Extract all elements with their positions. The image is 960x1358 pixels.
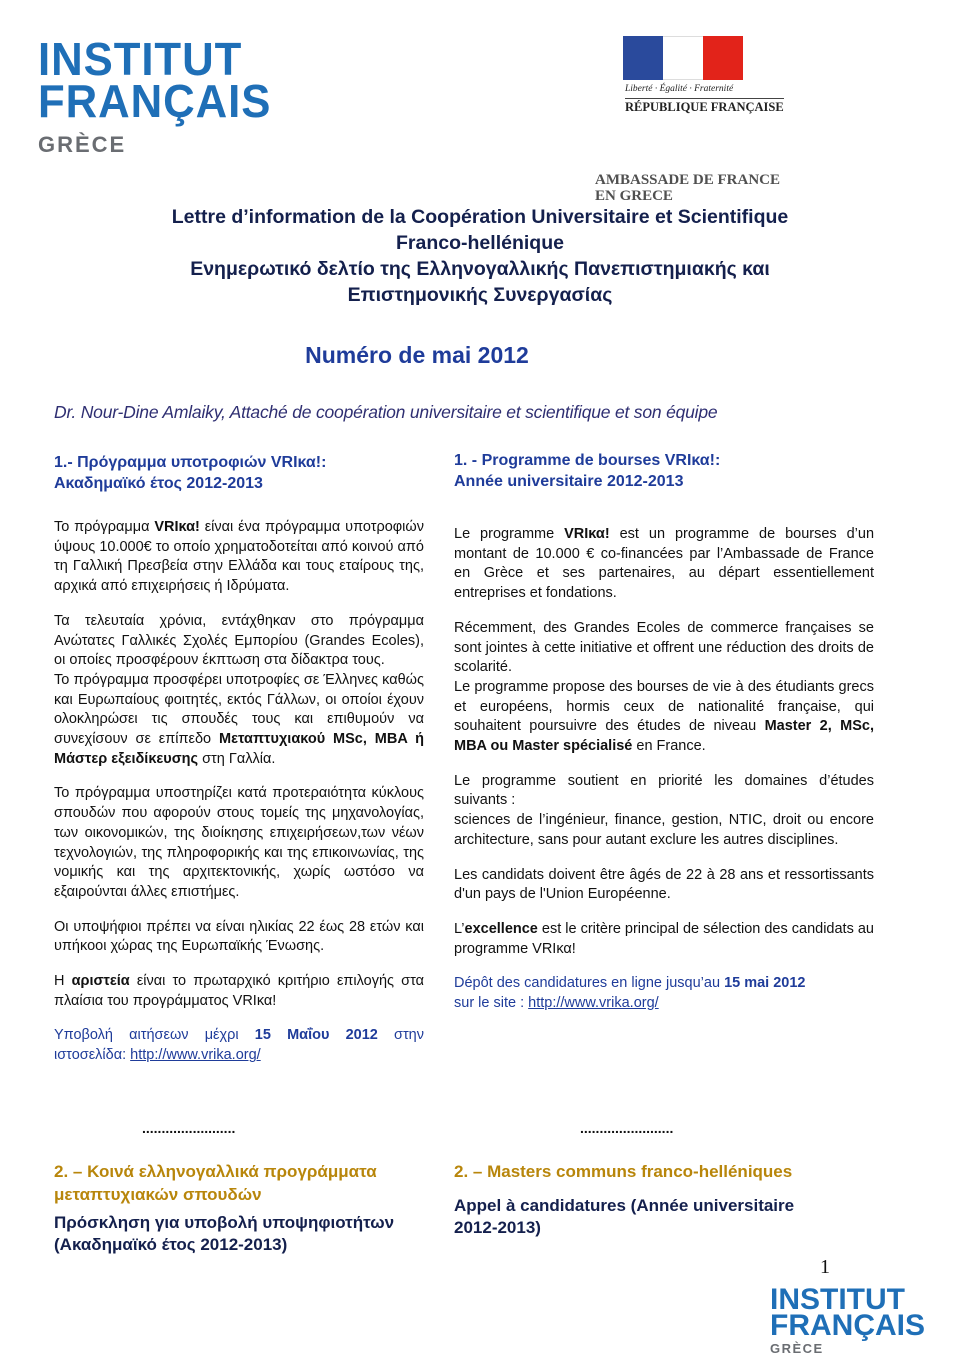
greek-paragraph: Οι υποψήφιοι πρέπει να είναι ηλικίας 22 έως 28 ετών και υπήκοοι χώρας της Ευρωπαϊκής Ένωσης. — [54, 918, 424, 955]
french-h1-line1: 1. - Programme de bourses VRIκα!: — [454, 452, 721, 469]
greek-h1-line1: 1.- Πρόγραμμα υποτροφιών VRIκα!: — [54, 454, 327, 471]
greek-section2 — [54, 1160, 434, 1256]
tricolor-flag-icon — [623, 36, 743, 80]
republique-francaise: RÉPUBLIQUE FRANÇAISE — [625, 100, 784, 114]
french-paragraph: L’excellence est le critère principal de sélection des candidats au programme VRIκα! — [454, 920, 874, 957]
logo-word-institut: INSTITUT — [38, 33, 243, 85]
institut-francais-logo — [38, 33, 272, 158]
french-paragraph: Le programme soutient en priorité les domaines d’études suivants : — [454, 772, 874, 809]
greek-h2-line1: 2. – Κοινά ελληνογαλλικά προγράμματα — [54, 1162, 377, 1181]
french-section2 — [454, 1160, 874, 1239]
greek-h1-line2: Ακαδημαϊκό έτος 2012-2013 — [54, 475, 263, 492]
french-h3-line1: Appel à candidatures (Année universitaire — [454, 1196, 795, 1215]
newsletter-title — [0, 204, 960, 308]
greek-h2-line2: μεταπτυχιακών σπουδών — [54, 1185, 262, 1204]
vrika-link[interactable]: http://www.vrika.org/ — [528, 995, 659, 1012]
greek-section2-heading — [54, 1160, 434, 1206]
french-paragraph: sciences de l’ingénieur, finance, gestion, NTIC, droit ou encore architecture, sans pour autant exclure les autres disciplines. — [454, 812, 874, 848]
logo-word-francais: FRANÇAIS — [38, 75, 272, 127]
marianne-emblem — [585, 30, 785, 122]
footer-logo — [770, 1283, 925, 1356]
footer-logo-line1: INSTITUT — [770, 1283, 905, 1316]
ambassade-line2: EN GRECE — [595, 188, 673, 204]
french-h1-line2: Année universitaire 2012-2013 — [454, 473, 684, 490]
french-paragraph: Le programme propose des bourses de vie à des étudiants grecs et européens, hormis ceux de nationalité française, qui souhaitent poursuivre des études de niveau Master 2, MSc, MBA ou Master spécialisé en France. — [454, 678, 874, 755]
greek-column — [54, 452, 424, 1081]
title-line1: Lettre d’information de la Coopération Universitaire et Scientifique — [171, 206, 789, 228]
french-section2-heading: 2. – Masters communs franco-helléniques — [454, 1162, 793, 1181]
french-call-heading — [454, 1195, 874, 1239]
french-paragraph: Récemment, des Grandes Ecoles de commerce françaises se sont jointes à cette initiative et offrent une réduction des droits de scolarité. — [454, 619, 874, 676]
logo-country: GRÈCE — [38, 132, 127, 157]
footer-logo-line2: FRANÇAIS — [770, 1309, 925, 1342]
greek-paragraph: Το πρόγραμμα υποστηρίζει κατά προτεραιότητα κύκλους σπουδών που αφορούν στους τομείς της μηχανολογίας, των οικονομικών, της διοίκησης επιχειρήσεων,των νέων τεχνολογιών, της πληροφορικής και της επικοινωνίας, της νομικής και της αρχιτεκτονικής, χωρίς ωστόσο να εξαιρούνται άλλες επιστήμες. — [54, 785, 424, 900]
greek-deadline: Υποβολή αιτήσεων μέχρι 15 Μαΐου 2012 στην ιστοσελίδα: http://www.vrika.org/ — [54, 1027, 424, 1064]
greek-call-heading — [54, 1212, 434, 1256]
author-credit: Dr. Nour-Dine Amlaiky, Attaché de coopération universitaire et scientifique et son équipe — [54, 402, 718, 422]
greek-paragraph: Το πρόγραμμα προσφέρει υποτροφίες σε Έλληνες καθώς και Ευρωπαίους φοιτητές, εκτός Γάλλων, οι οποίοι έχουν ολοκληρώσει τις σπουδές τους και επιθυμούν να συνεχίσουν σε επίπεδο Μεταπτυχιακού MSc, MBA ή Μάστερ εξειδίκευσης στη Γαλλία. — [54, 671, 424, 767]
greek-h3-line1: Πρόσκληση για υποβολή υποψηφιοτήτων — [54, 1213, 395, 1232]
title-line4: Επιστημονικής Συνεργασίας — [347, 284, 613, 306]
ambassade-logo — [585, 30, 795, 204]
ambassade-text — [595, 172, 795, 204]
republique-motto: Liberté · Égalité · Fraternité — [625, 84, 734, 94]
french-deadline: Dépôt des candidatures en ligne jusqu’au 15 mai 2012 sur le site : http://www.vrika.org/ — [454, 975, 806, 1012]
vrika-link[interactable]: http://www.vrika.org/ — [130, 1047, 261, 1064]
page-number: 1 — [820, 1256, 830, 1278]
title-line2: Franco-hellénique — [396, 232, 564, 254]
french-section1-heading — [454, 450, 874, 492]
issue-number: Numéro de mai 2012 — [305, 342, 529, 368]
french-paragraph: Les candidats doivent être âgés de 22 à 28 ans et ressortissants d'un pays de l'Union Européenne. — [454, 866, 874, 903]
greek-paragraph: Το πρόγραμμα VRIκα! είναι ένα πρόγραμμα υποτροφιών ύψους 10.000€ το οποίο χρηματοδοτείται από κοινού από τη Γαλλική Πρεσβεία στην Ελλάδα και τους εταίρους της, αρχικά από επιχειρήσεις ή Ιδρύματα. — [54, 519, 424, 595]
greek-paragraph: Τα τελευταία χρόνια, εντάχθηκαν στο πρόγραμμα Ανώτατες Γαλλικές Σχολές Εμπορίου (Grandes Ecoles), οι οποίες προσφέρουν έκπτωση στα δίδακτρα τους. — [54, 612, 424, 669]
french-paragraph: Le programme VRIκα! est un programme de bourses d’un montant de 10.000 € co-financées par l’Ambassade de France en Grèce et ses partenaires, au départ essentiellement entreprises et fondations. — [454, 526, 875, 602]
greek-h3-line2: (Ακαδημαϊκό έτος 2012-2013) — [54, 1235, 288, 1254]
ambassade-line1: AMBASSADE DE FRANCE — [595, 172, 781, 188]
greek-paragraph: Η αριστεία είναι το πρωταρχικό κριτήριο επιλογής στα πλαίσια του προγράμματος VRIκα! — [54, 973, 425, 1009]
french-column — [454, 450, 874, 1029]
separator-dots: ........................ — [142, 1120, 236, 1136]
footer-logo-country: GRÈCE — [770, 1341, 824, 1356]
separator-dots: ........................ — [580, 1120, 674, 1136]
greek-section1-heading — [54, 452, 424, 494]
french-h3-line2: 2012-2013) — [454, 1218, 541, 1237]
title-line3: Ενημερωτικό δελτίο της Ελληνογαλλικής Πανεπιστημιακής και — [190, 258, 770, 280]
